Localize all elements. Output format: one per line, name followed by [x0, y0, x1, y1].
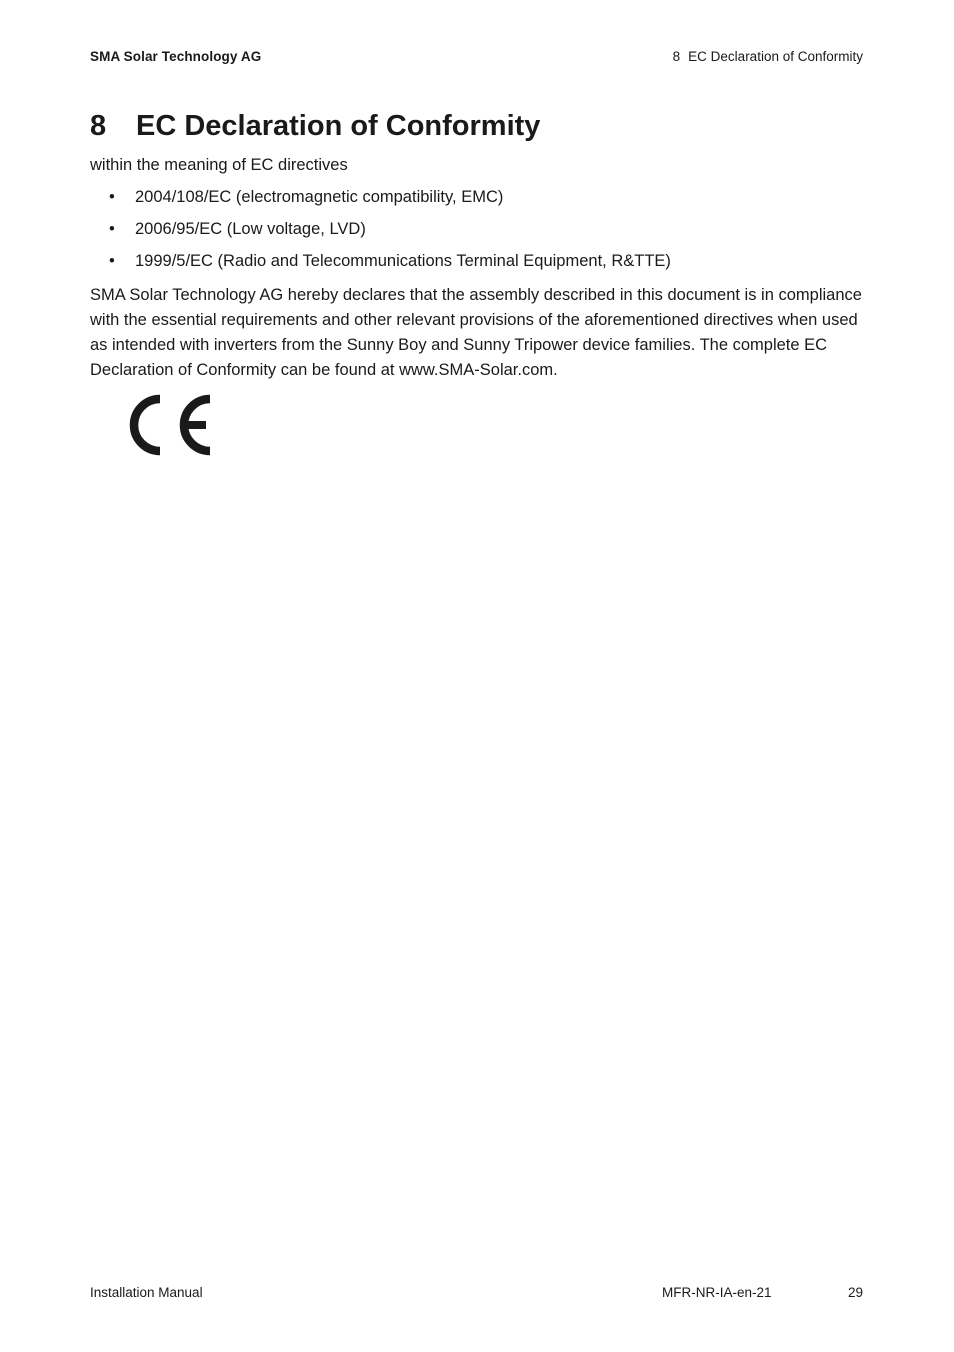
directive-list	[90, 188, 671, 284]
header-section-number: 8	[672, 49, 681, 64]
footer-document-code: MFR-NR-IA-en-21	[662, 1285, 772, 1300]
list-item	[90, 220, 671, 252]
list-item	[90, 252, 671, 284]
directive-text: 1999/5/EC (Radio and Telecommunications Terminal Equipment, R&TTE)	[135, 252, 671, 270]
bullet-icon: •	[109, 252, 115, 270]
header-section	[673, 49, 863, 64]
ce-mark-icon	[124, 394, 216, 456]
header-section-title: EC Declaration of Conformity	[688, 49, 863, 64]
directive-text: 2006/95/EC (Low voltage, LVD)	[135, 220, 366, 238]
footer-page-number: 29	[847, 1285, 863, 1300]
section-title	[90, 110, 540, 143]
bullet-icon: •	[109, 188, 115, 206]
section-number: 8	[90, 110, 107, 142]
header-company: SMA Solar Technology AG	[90, 49, 262, 64]
directive-text: 2004/108/EC (electromagnetic compatibility, EMC)	[135, 188, 504, 206]
declaration-paragraph: SMA Solar Technology AG hereby declares that the assembly described in this document is in compliance with the essential requirements and other relevant provisions of the aforementioned directives when used as intended with inverters from the Sunny Boy and Sunny Tripower device families. The complete EC Declaration of Conformity can be found at www.SMA-Solar.com.	[90, 286, 862, 379]
section-intro: within the meaning of EC directives	[90, 156, 348, 174]
list-item	[90, 188, 671, 220]
section-title-text: EC Declaration of Conformity	[136, 110, 541, 142]
bullet-icon: •	[109, 220, 115, 238]
footer-document-type: Installation Manual	[90, 1285, 203, 1300]
